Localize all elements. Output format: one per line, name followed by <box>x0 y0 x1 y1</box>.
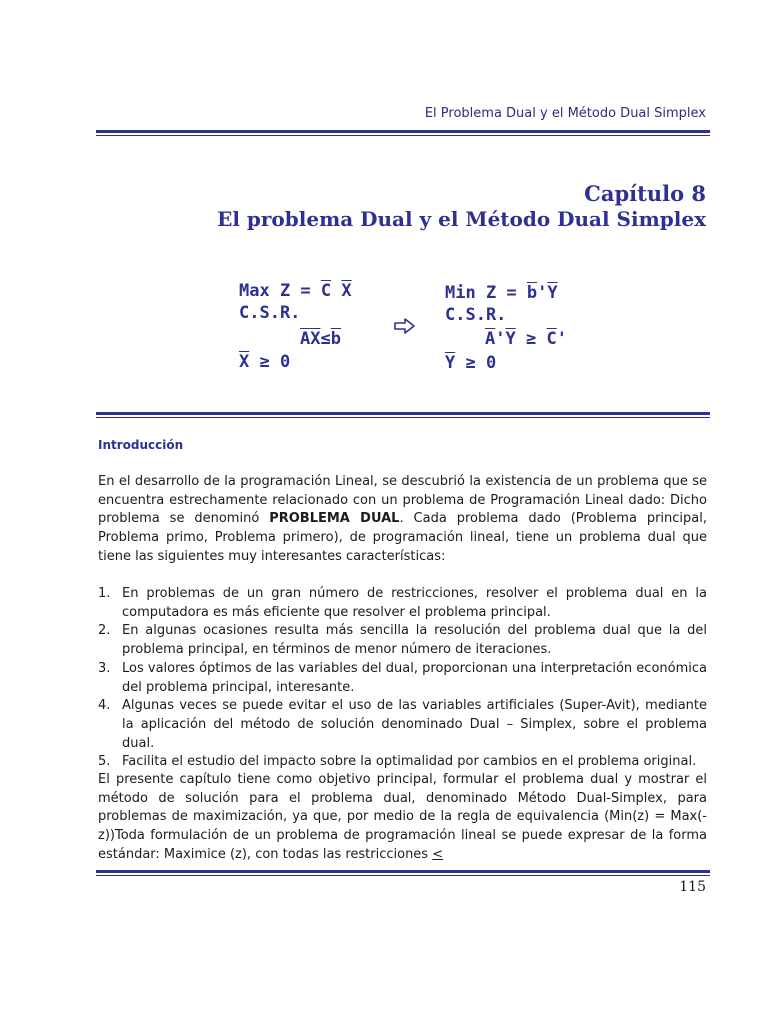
characteristics-list <box>98 585 707 772</box>
intro-paragraph-2: El presente capítulo tiene como objetivo principal, formular el problema dual y mostrar el método de solución para el problema dual, denominado Método Dual-Simplex, para problemas de maximización, ya que, por medio de la regla de equivalencia (Min(z) = Max(-z))Toda formulación de un problema de programación lineal se puede expresar de la forma estándar: Maximice (z), con todas las restricciones < <box>98 772 707 862</box>
footer-rule <box>96 870 710 876</box>
primal-csr: C.S.R. <box>239 303 301 323</box>
list-item: 4. Algunas veces se puede evitar el uso de las variables artificiales (Super-Avit), mediante la aplicación del método de solución denominado Dual – Simplex, sobre el problema dual. <box>98 698 707 751</box>
dual-csr: C.S.R. <box>445 305 507 325</box>
dual-objective: Min $Z = \overline{b}'\overline{Y}$ <box>445 283 558 303</box>
section-rule <box>96 412 710 418</box>
primal-nonnegativity: $\overline{X} \ge 0$ <box>239 352 291 372</box>
chapter-number: Capítulo 8 <box>584 181 706 206</box>
dual-constraint: $\overline{A}'\overline{Y} \ge \overline{C}'$ <box>485 329 567 349</box>
list-item: 5. Facilita el estudio del impacto sobre la optimalidad por cambios en el problema original. <box>98 754 697 770</box>
intro-heading: Introducción <box>98 438 184 452</box>
header-rule <box>96 130 710 136</box>
list-item: 3. Los valores óptimos de las variables del dual, proporcionan una interpretación económica del problema principal, interesante. <box>98 660 707 695</box>
page-number: 115 <box>679 879 706 895</box>
list-item: 2. En algunas ocasiones resulta más sencilla la resolución del problema dual que la del problema principal, en términos de menor número de iteraciones. <box>98 623 707 658</box>
intro-paragraph-1: En el desarrollo de la programación Lineal, se descubrió la existencia de un problema que se encuentra estrechamente relacionado con un problema de Programación Lineal dado: Dicho problema se denominó PROBLEMA DUAL. Cada problema dado (Problema principal, Problema primo, Problema primero), de programación lineal, tiene un problema dual que tiene las siguientes muy interesantes características: <box>98 474 707 564</box>
list-item: 1. En problemas de un gran número de restricciones, resolver el problema dual en la computadora es más eficiente que resolver el problema principal. <box>98 586 707 620</box>
running-header-title: El Problema Dual y el Método Dual Simplex <box>424 106 706 121</box>
dual-nonnegativity: $\overline{Y} \ge 0$ <box>445 353 497 373</box>
primal-objective: Max $Z = \overline{C}$ $\overline{X}$ <box>239 281 352 301</box>
chapter-title: El problema Dual y el Método Dual Simplex <box>217 207 706 231</box>
right-outline-arrow-icon <box>394 318 416 334</box>
problema-dual-term: PROBLEMA DUAL <box>269 511 400 527</box>
primal-constraint: $\overline{A}\overline{X}\le\overline{b}$ <box>300 329 341 349</box>
